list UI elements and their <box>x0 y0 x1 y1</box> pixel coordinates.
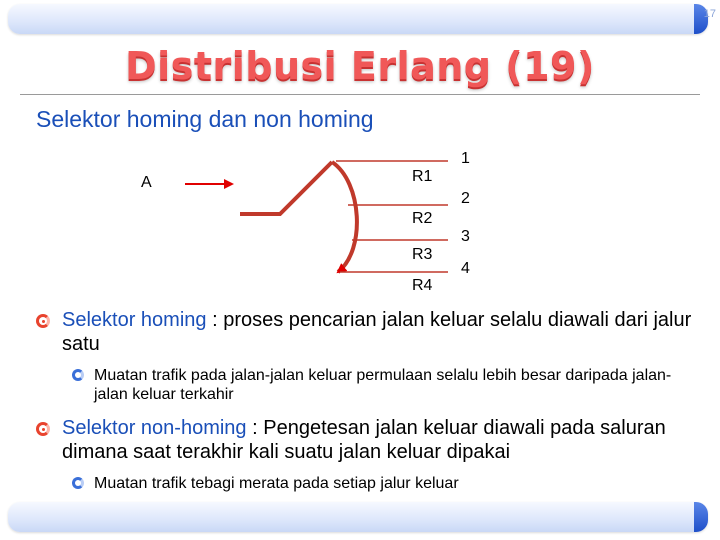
bullet-swirl-icon <box>72 477 84 489</box>
router-label-r3: R3 <box>412 246 433 263</box>
slide-subtitle: Selektor homing dan non homing <box>36 106 374 132</box>
subbullet-text: Muatan trafik pada jalan-jalan keluar permulaan selalu lebih besar daripada jalan-jalan keluar terkahir <box>94 367 672 403</box>
bullet-list <box>36 308 696 505</box>
input-label: A <box>141 174 152 191</box>
bullet-swirl-icon <box>36 314 50 328</box>
bullet-text: : proses pencarian jalan keluar selalu diawali dari jalur satu <box>62 309 692 355</box>
bullet-text: : Pengetesan jalan keluar diawali pada saluran dimana saat terakhir kali suatu jalan keluar dipakai <box>62 417 666 463</box>
bullet-homing <box>36 308 696 356</box>
outlet-label-1: 1 <box>461 150 470 167</box>
bullet-non-homing <box>36 416 696 464</box>
bullet-swirl-icon <box>36 422 50 436</box>
page-number: 17 <box>703 8 716 20</box>
subbullet-homing <box>36 366 696 404</box>
router-label-r1: R1 <box>412 168 433 185</box>
subbullet-text: Muatan trafik tebagi merata pada setiap jalur keluar <box>94 475 459 492</box>
bullet-swirl-icon <box>72 369 84 381</box>
subbullet-non-homing <box>36 474 696 493</box>
sweep-arc-arrow <box>332 162 357 272</box>
bullet-term: Selektor non-homing <box>62 417 247 439</box>
bullet-term: Selektor homing <box>62 309 207 331</box>
wiper-arm <box>240 162 332 214</box>
footer-bar-accent <box>694 502 708 532</box>
outlet-label-4: 4 <box>461 260 470 277</box>
slide-title: Distribusi Erlang (19) <box>125 44 595 88</box>
footer-bar <box>8 502 708 532</box>
router-label-r4: R4 <box>412 277 433 294</box>
outlet-label-2: 2 <box>461 190 470 207</box>
router-label-r2: R2 <box>412 210 433 227</box>
outlet-label-3: 3 <box>461 228 470 245</box>
